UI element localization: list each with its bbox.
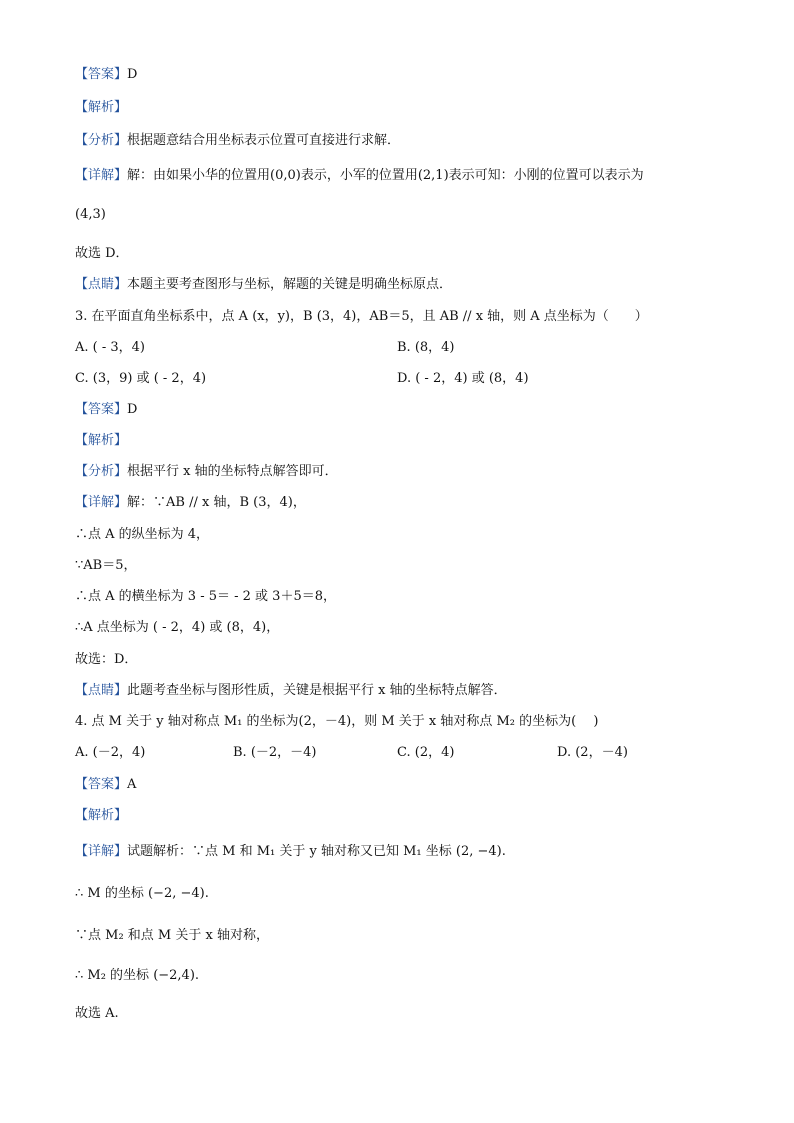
q3-option-d: D. ( - 2，4) 或 (8，4) [397, 371, 529, 386]
q4-option-a: A. (－2，4) [75, 745, 146, 760]
xiangjie-tag: 【详解】 [75, 844, 128, 859]
dianjing-tag: 【点睛】 [75, 683, 128, 698]
answer-tag: 【答案】 [75, 777, 128, 792]
q2-fenxi-line [75, 132, 400, 150]
q2-answer-line [75, 66, 137, 84]
xiangjie-text: 试题解析：∵点 M 和 M₁ 关于 y 轴对称又已知 M₁ 坐标 (2, −4). [127, 844, 506, 859]
fenxi-text: 根据平行 x 轴的坐标特点解答即可． [127, 464, 338, 479]
q3-step: ∴点 A 的纵坐标为 4， [75, 527, 210, 542]
fenxi-tag: 【分析】 [75, 464, 128, 479]
q2-conclusion: 故选 D． [75, 246, 129, 261]
xiangjie-text: 解：∵AB // x 轴，B (3，4)， [127, 495, 306, 510]
xiangjie-tag: 【详解】 [75, 168, 128, 183]
dianjing-tag: 【点睛】 [75, 277, 128, 292]
q3-step: ∴点 A 的横坐标为 3 - 5＝ - 2 或 3＋5＝8， [75, 589, 336, 604]
q2-xiangjie-cont: (4,3) [75, 207, 106, 222]
q4-option-d: D. (2，－4) [557, 745, 628, 760]
answer-value: D [127, 67, 138, 82]
q3-stem: 3. 在平面直角坐标系中，点 A (x，y)，B (3，4)，AB＝5，且 AB // x 轴，则 A 点坐标为（ ） [75, 309, 648, 324]
q3-option-b: B. (8，4) [397, 340, 455, 355]
q4-step: ∵点 M₂ 和点 M 关于 x 轴对称， [75, 928, 269, 943]
q3-option-a: A. ( - 3，4) [75, 340, 145, 355]
q4-xiangjie-line [75, 843, 506, 861]
answer-value: A [127, 777, 137, 792]
q3-answer-line [75, 401, 137, 419]
dianjing-text: 此题考查坐标与图形性质，关键是根据平行 x 轴的坐标特点解答． [127, 683, 507, 698]
fenxi-text: 根据题意结合用坐标表示位置可直接进行求解． [127, 133, 401, 148]
xiangjie-text: 解：由如果小华的位置用(0,0)表示，小军的位置用(2,1)表示可知：小刚的位置可以表示为 [127, 168, 644, 183]
q3-option-c: C. (3，9) 或 ( - 2，4) [75, 371, 207, 386]
answer-tag: 【答案】 [75, 67, 128, 82]
answer-value: D [127, 402, 138, 417]
q3-dianjing-line [75, 682, 507, 700]
q3-step: ∴A 点坐标为 ( - 2，4) 或 (8，4)， [75, 620, 280, 635]
q4-step: 故选 A. [75, 1006, 119, 1021]
xiangjie-tag: 【详解】 [75, 495, 128, 510]
q2-dianjing-line [75, 276, 452, 294]
q2-analysis-tag: 【解析】 [75, 100, 128, 115]
q4-step: ∴ M 的坐标 (−2, −4). [75, 886, 209, 901]
dianjing-text: 本题主要考查图形与坐标，解题的关键是明确坐标原点． [127, 277, 453, 292]
q2-xiangjie-line [75, 167, 644, 185]
q3-analysis-tag: 【解析】 [75, 433, 128, 448]
q4-stem: 4. 点 M 关于 y 轴对称点 M₁ 的坐标为(2，－4)，则 M 关于 x 轴对称点 M₂ 的坐标为( ) [75, 714, 599, 729]
q3-step: 故选：D． [75, 652, 138, 667]
q4-option-b: B. (－2，－4) [233, 745, 317, 760]
q4-analysis-tag: 【解析】 [75, 808, 128, 823]
q4-step: ∴ M₂ 的坐标 (−2,4). [75, 968, 200, 983]
answer-tag: 【答案】 [75, 402, 128, 417]
q3-step: ∵AB＝5， [75, 558, 137, 573]
q3-fenxi-line [75, 463, 338, 481]
q4-option-c: C. (2，4) [397, 745, 455, 760]
q4-answer-line [75, 776, 136, 794]
fenxi-tag: 【分析】 [75, 133, 128, 148]
q3-xiangjie-line [75, 494, 306, 512]
